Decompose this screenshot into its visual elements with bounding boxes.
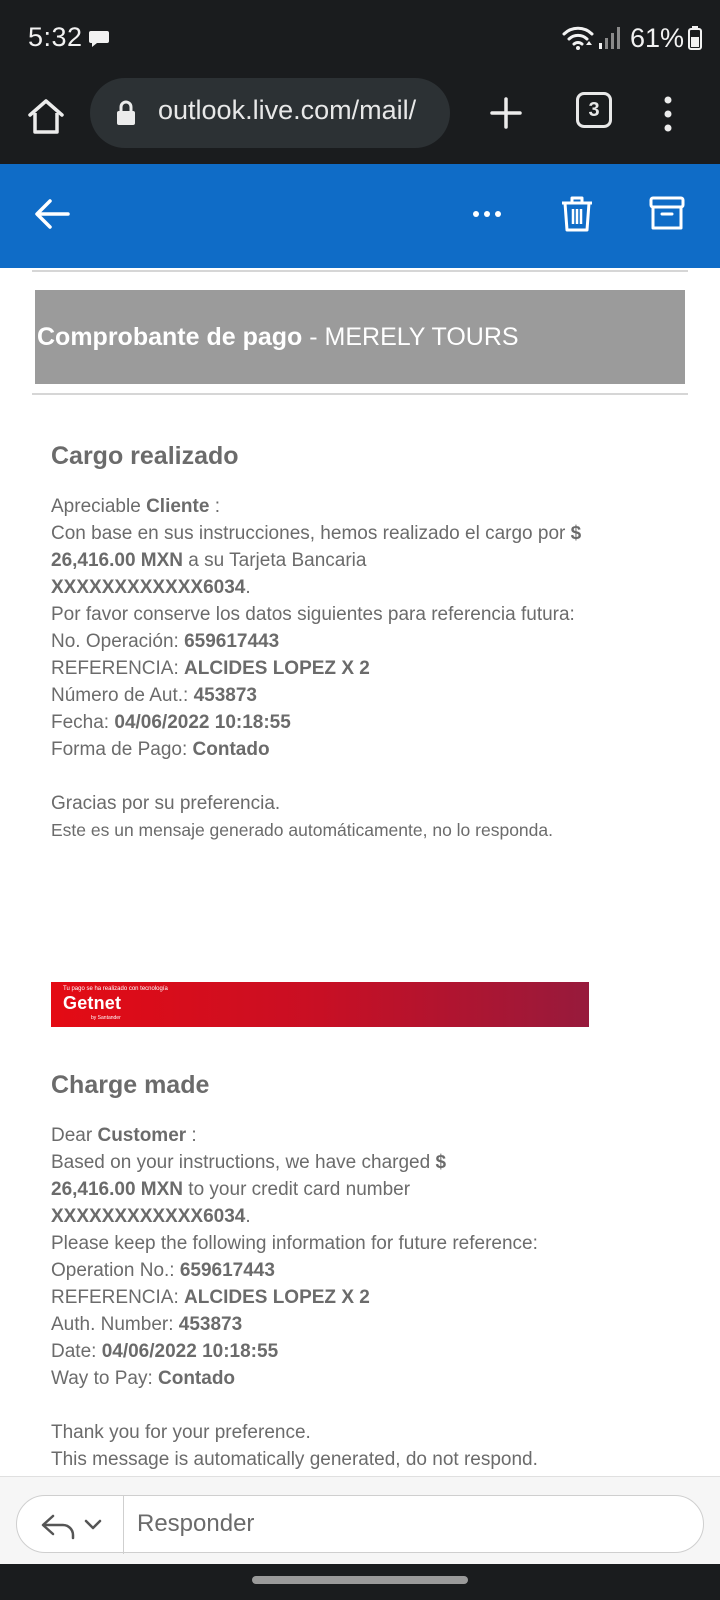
card-number: XXXXXXXXXXXX6034 bbox=[51, 1206, 246, 1227]
status-time: 5:32 bbox=[28, 22, 83, 52]
section-heading: Charge made bbox=[51, 1071, 210, 1099]
mail-toolbar bbox=[0, 164, 720, 268]
reference-row: REFERENCIA: ALCIDES LOPEZ X 2 bbox=[51, 658, 370, 679]
charge-text: Con base en sus instrucciones, hemos realizado el cargo por $ 26,416.00 MXN a su Tarjeta Bancaria XXXXXXXXXXXX6034. bbox=[51, 523, 582, 598]
url-bar[interactable] bbox=[90, 78, 450, 148]
status-bar bbox=[0, 0, 720, 78]
banner-merchant: MERELY TOURS bbox=[324, 323, 519, 351]
archive-icon[interactable] bbox=[643, 190, 691, 238]
lock-icon bbox=[116, 100, 136, 126]
signal-icon bbox=[598, 25, 622, 51]
arrow-left-icon[interactable] bbox=[28, 190, 76, 238]
keep-data-text: Please keep the following information for future reference: bbox=[51, 1233, 538, 1254]
operation-row: No. Operación: 659617443 bbox=[51, 631, 280, 652]
reply-placeholder: Responder bbox=[137, 1510, 255, 1537]
charge-text: Based on your instructions, we have charged $ 26,416.00 MXN to your credit card number XXXXXXXXXXXX6034. bbox=[51, 1152, 447, 1227]
system-nav-bar bbox=[0, 1564, 720, 1600]
banner-separator: - bbox=[302, 323, 325, 351]
wifi-icon bbox=[562, 25, 594, 51]
operation-row: Operation No.: 659617443 bbox=[51, 1260, 275, 1281]
trash-icon[interactable] bbox=[553, 190, 601, 238]
english-section bbox=[51, 1070, 611, 1473]
auth-row: Auth. Number: 453873 bbox=[51, 1314, 243, 1335]
home-icon[interactable] bbox=[24, 94, 68, 138]
reply-field[interactable] bbox=[16, 1495, 704, 1553]
divider bbox=[32, 393, 688, 395]
banner-title: Comprobante de pago bbox=[37, 323, 303, 351]
receipt-banner bbox=[35, 290, 685, 384]
gesture-handle[interactable] bbox=[252, 1576, 468, 1584]
charge-amount: $ 26,416.00 MXN bbox=[51, 523, 582, 571]
tab-switcher-button[interactable]: 3 bbox=[576, 92, 612, 128]
spanish-section bbox=[51, 441, 611, 844]
greeting: Dear Customer : bbox=[51, 1125, 197, 1146]
plus-icon[interactable] bbox=[484, 91, 528, 135]
browser-toolbar bbox=[0, 78, 720, 164]
reference-row: REFERENCIA: ALCIDES LOPEZ X 2 bbox=[51, 1287, 370, 1308]
auto-note: This message is automatically generated, do not respond. bbox=[51, 1449, 538, 1470]
thanks-text: Thank you for your preference. bbox=[51, 1422, 311, 1443]
message-icon bbox=[89, 30, 109, 48]
section-heading: Cargo realizado bbox=[51, 442, 239, 470]
date-row: Date: 04/06/2022 10:18:55 bbox=[51, 1341, 279, 1362]
thanks-text: Gracias por su preferencia. bbox=[51, 793, 281, 814]
getnet-logo: Getnet bbox=[63, 993, 122, 1013]
reply-bar bbox=[0, 1476, 720, 1564]
charge-amount: 26,416.00 MXN bbox=[51, 1179, 184, 1200]
more-horizontal-icon[interactable] bbox=[463, 190, 511, 238]
url-text: outlook.live.com/mail/ bbox=[158, 95, 417, 125]
date-row: Fecha: 04/06/2022 10:18:55 bbox=[51, 712, 291, 733]
greeting: Apreciable Cliente : bbox=[51, 496, 220, 517]
email-body[interactable] bbox=[0, 268, 720, 1476]
battery-percent: 61% bbox=[629, 22, 684, 53]
chevron-down-icon bbox=[83, 1516, 103, 1534]
payment-row: Way to Pay: Contado bbox=[51, 1368, 236, 1389]
more-vertical-icon[interactable] bbox=[654, 92, 682, 136]
auth-row: Número de Aut.: 453873 bbox=[51, 685, 257, 706]
payment-row: Forma de Pago: Contado bbox=[51, 739, 270, 760]
divider bbox=[32, 270, 688, 272]
auto-note: Este es un mensaje generado automáticamente, no lo responda. bbox=[51, 820, 553, 840]
divider bbox=[123, 1496, 124, 1554]
getnet-tagline: Tu pago se ha realizado con tecnología bbox=[63, 986, 168, 992]
getnet-sub: by Santander bbox=[91, 1015, 121, 1021]
card-number: XXXXXXXXXXXX6034 bbox=[51, 577, 246, 598]
reply-options-button[interactable] bbox=[37, 1506, 127, 1544]
reply-icon bbox=[37, 1506, 127, 1544]
getnet-banner bbox=[51, 982, 589, 1027]
battery-icon bbox=[688, 26, 702, 50]
keep-data-text: Por favor conserve los datos siguientes para referencia futura: bbox=[51, 604, 575, 625]
status-indicators bbox=[562, 22, 702, 54]
